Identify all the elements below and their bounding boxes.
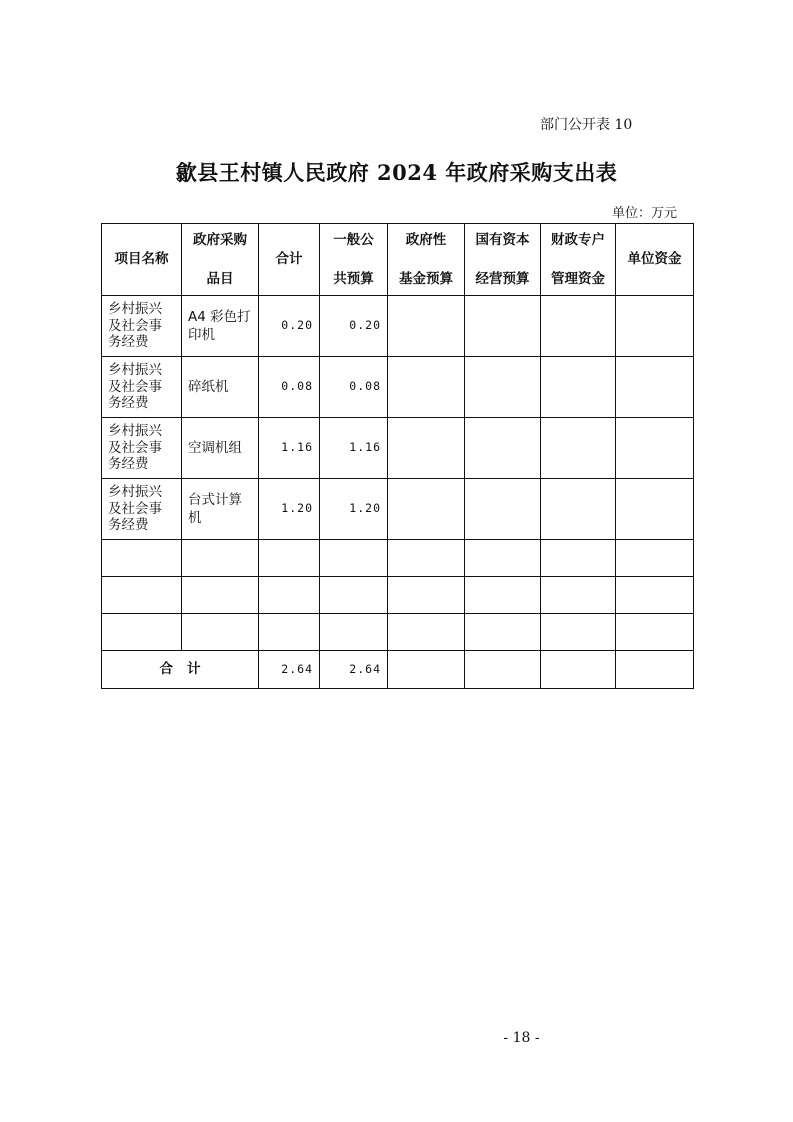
procurement-item-cell: 台式计算机 [182,479,259,540]
table-row [102,418,694,479]
total-row [102,651,694,689]
header-special-account-funds: 财政专户 管理资金 [541,224,616,296]
total-general-budget-cell: 2.64 [320,651,388,689]
general-budget-cell: 0.08 [320,357,388,418]
fund-budget-cell [388,479,465,540]
general-budget-cell: 1.16 [320,418,388,479]
empty-row [102,540,694,577]
unit-funds-cell [616,479,694,540]
fund-budget-cell [388,357,465,418]
unit-funds-cell [616,418,694,479]
header-project-name: 项目名称 [102,224,182,296]
general-budget-cell: 0.20 [320,296,388,357]
page-tag: 部门公开表 10 [540,117,633,133]
unit-funds-cell [616,296,694,357]
header-unit-funds: 单位资金 [616,224,694,296]
page-number: - 18 - [503,1030,540,1046]
special-account-cell [541,296,616,357]
state-capital-cell [465,357,541,418]
procurement-item-cell: 空调机组 [182,418,259,479]
state-capital-cell [465,296,541,357]
procurement-item-cell: 碎纸机 [182,357,259,418]
header-state-capital-budget: 国有资本 经营预算 [465,224,541,296]
table-row [102,296,694,357]
project-name-cell: 乡村振兴及社会事务经费 [102,296,182,357]
state-capital-cell [465,479,541,540]
table-row [102,479,694,540]
total-label: 合计 [102,651,259,689]
procurement-table [101,223,694,689]
state-capital-cell [465,418,541,479]
header-general-budget: 一般公 共预算 [320,224,388,296]
project-name-cell: 乡村振兴及社会事务经费 [102,357,182,418]
header-procurement-item: 政府采购 品目 [182,224,259,296]
special-account-cell [541,418,616,479]
fund-budget-cell [388,296,465,357]
total-cell: 1.20 [259,479,320,540]
fund-budget-cell [388,418,465,479]
unit-label: 单位：万元 [612,206,678,221]
general-budget-cell: 1.20 [320,479,388,540]
special-account-cell [541,479,616,540]
header-row [102,224,694,296]
page-title: 歙县王村镇人民政府 2024 年政府采购支出表 [175,160,618,185]
empty-row [102,614,694,651]
procurement-item-cell: A4 彩色打印机 [182,296,259,357]
unit-funds-cell [616,357,694,418]
total-sum-cell: 2.64 [259,651,320,689]
project-name-cell: 乡村振兴及社会事务经费 [102,418,182,479]
header-total: 合计 [259,224,320,296]
empty-row [102,577,694,614]
total-cell: 1.16 [259,418,320,479]
project-name-cell: 乡村振兴及社会事务经费 [102,479,182,540]
table-row [102,357,694,418]
total-cell: 0.08 [259,357,320,418]
total-cell: 0.20 [259,296,320,357]
special-account-cell [541,357,616,418]
header-fund-budget: 政府性 基金预算 [388,224,465,296]
